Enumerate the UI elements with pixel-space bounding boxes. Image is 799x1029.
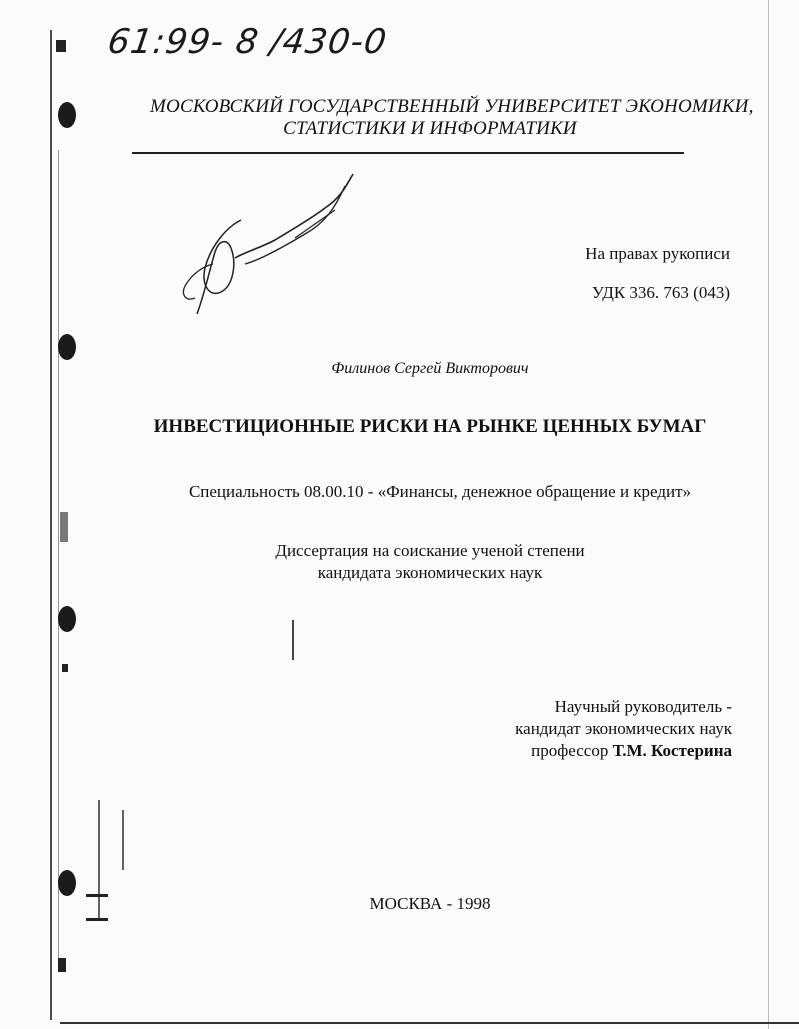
- university-header: [150, 96, 754, 140]
- signature-image: [175, 168, 365, 318]
- margin-mark: [58, 958, 66, 972]
- binding-edge-line-secondary: [58, 150, 59, 970]
- page-bottom-edge: [60, 1022, 799, 1024]
- margin-mark: [86, 918, 108, 921]
- punch-hole: [58, 102, 76, 128]
- punch-hole: [58, 606, 76, 632]
- advisor-block: [460, 696, 732, 762]
- rights-note: На правах рукописи: [585, 244, 730, 263]
- binding-edge-line: [50, 30, 52, 1020]
- university-line-2: СТАТИСТИКИ И ИНФОРМАТИКИ: [283, 118, 577, 139]
- margin-mark: [86, 894, 108, 897]
- stray-scan-mark: [292, 620, 294, 660]
- degree-line-1: Диссертация на соискание ученой степени: [275, 541, 585, 560]
- degree-line-2: кандидата экономических наук: [317, 563, 543, 582]
- speciality-line: Специальность 08.00.10 - «Финансы, денежное обращение и кредит»: [188, 482, 692, 501]
- punch-hole: [58, 334, 76, 360]
- advisor-line-1: Научный руководитель -: [554, 697, 732, 716]
- advisor-title: профессор: [531, 741, 613, 760]
- margin-mark: [56, 40, 66, 52]
- punch-hole: [58, 870, 76, 896]
- degree-statement: [220, 540, 640, 584]
- archive-code-handwritten: 61:99- 8 /430-0: [105, 22, 390, 62]
- city-year: МОСКВА - 1998: [369, 894, 491, 913]
- margin-mark: [122, 810, 124, 870]
- advisor-line-3: [460, 740, 732, 762]
- advisor-name: Т.М. Костерина: [612, 741, 732, 760]
- university-line-1: МОСКОВСКИЙ ГОСУДАРСТВЕННЫЙ УНИВЕРСИТЕТ ЭКОНОМИКИ,: [150, 96, 754, 117]
- margin-mark: [62, 664, 68, 672]
- dissertation-title: ИНВЕСТИЦИОННЫЕ РИСКИ НА РЫНКЕ ЦЕННЫХ БУМАГ: [153, 416, 707, 437]
- page-right-edge: [768, 0, 769, 1029]
- advisor-line-2: кандидат экономических наук: [515, 719, 732, 738]
- header-rule: [132, 152, 684, 154]
- author-name: Филинов Сергей Викторович: [331, 360, 529, 377]
- margin-mark: [60, 512, 68, 542]
- margin-mark: [98, 800, 100, 920]
- udk-code: УДК 336. 763 (043): [591, 283, 730, 302]
